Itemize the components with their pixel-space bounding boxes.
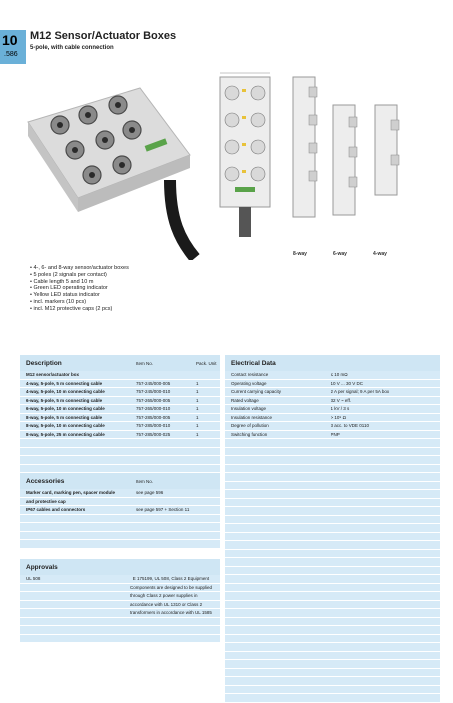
table-row: Switching function PNP (225, 431, 440, 440)
cable (170, 180, 195, 258)
feature-item: • Cable length 5 and 10 m (30, 279, 129, 286)
table-row: Marker card, marking pen, spacer module see page 596 (20, 489, 220, 498)
page-number: .586 (4, 51, 18, 58)
feature-item: • 5 poles (2 signals per contact) (30, 272, 129, 279)
table-row: through Class 2 power supplies in (20, 592, 220, 601)
table-row: IP67 cables and connectors see page 597 + Section 11 (20, 506, 220, 515)
table-row: Rated voltage 32 V ~ eff. (225, 397, 440, 406)
table-row: 8-way, 5-pole, 10 m connecting cable 757-285/000-010 1 (20, 422, 220, 431)
table-row: M12 sensor/actuator box (20, 371, 220, 380)
ul-mark: UL 508 (26, 576, 41, 582)
table-row: 8-way, 5-pole, 5 m connecting cable 757-285/000-005 1 (20, 414, 220, 423)
col-item-no: Item No. (136, 360, 154, 366)
accessories-header (20, 473, 220, 489)
table-row: Current carrying capacity 2 A per signal; 9 A per 5A box (225, 388, 440, 397)
table-row: Contact resistance ≤ 10 mΩ (225, 371, 440, 380)
table-row: UL 508 E 175199, UL 508, Class 2 Equipment (20, 575, 220, 584)
table-row: 4-way, 5-pole, 5 m connecting cable 757-245/000-005 1 (20, 380, 220, 389)
drawing-8way-front (220, 73, 270, 237)
col-description: Description (26, 359, 62, 367)
electrical-table (225, 355, 440, 703)
accessories-item-no: Item No. (136, 478, 154, 484)
feature-item: • incl. markers (10 pcs) (30, 299, 129, 306)
drawing-6way-side (333, 105, 357, 215)
feature-item: • Green LED operating indicator (30, 285, 129, 292)
table-row: Operating voltage 10 V ... 30 V DC (225, 380, 440, 389)
table-row: transformers in accordance with UL 1585 (20, 609, 220, 618)
page-subtitle: 5-pole, with cable connection (30, 45, 114, 51)
accessories-table (20, 473, 220, 549)
drawing-4way-side (375, 105, 399, 195)
accessories-title: Accessories (26, 477, 65, 485)
table-row: Insulation resistance > 10⁹ Ω (225, 414, 440, 423)
label-4way: 4-way (373, 251, 387, 257)
table-row: Components are designed to be supplied (20, 584, 220, 593)
table-row: Degree of pollution 3 acc. to VDE 0110 (225, 422, 440, 431)
table-row: 4-way, 5-pole, 10 m connecting cable 757-245/000-010 1 (20, 388, 220, 397)
feature-item: • Yellow LED status indicator (30, 292, 129, 299)
dimension-drawings (215, 65, 440, 265)
approvals-header (20, 559, 220, 575)
approvals-title: Approvals (26, 563, 58, 571)
electrical-header (225, 355, 440, 371)
page-title: M12 Sensor/Actuator Boxes (30, 30, 177, 42)
label-8way: 8-way (293, 251, 307, 257)
col-pack-unit: Pack. Unit (196, 360, 217, 366)
table-row: and protective cap (20, 498, 220, 507)
table-row: Insulation voltage 1 kV / 3 s (225, 405, 440, 414)
drawing-8way-side (293, 77, 317, 217)
label-6way: 6-way (333, 251, 347, 257)
chapter-tab (0, 30, 26, 64)
table-row: 8-way, 5-pole, 25 m connecting cable 757-285/000-025 1 (20, 431, 220, 440)
product-photo (20, 70, 205, 260)
table-row: accordance with UL 1310 or Class 2 (20, 601, 220, 610)
description-table (20, 355, 220, 482)
table-row: 6-way, 5-pole, 5 m connecting cable 757-265/000-005 1 (20, 397, 220, 406)
feature-item: • 4-, 6- and 8-way sensor/actuator boxes (30, 265, 129, 272)
feature-list (30, 265, 129, 313)
approvals-table (20, 559, 220, 643)
table-row: 6-way, 5-pole, 10 m connecting cable 757-265/000-010 1 (20, 405, 220, 414)
chapter-number: 10 (2, 32, 18, 48)
electrical-title: Electrical Data (231, 359, 276, 367)
description-header (20, 355, 220, 371)
feature-item: • incl. M12 protective caps (2 pcs) (30, 306, 129, 313)
